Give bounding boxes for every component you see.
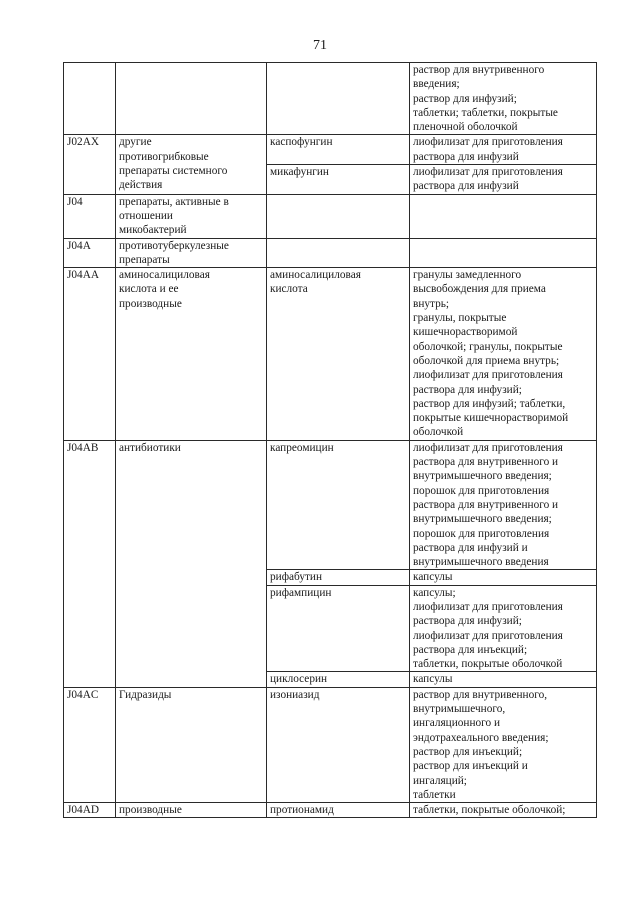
group-line: Гидразиды bbox=[119, 688, 172, 701]
dosage-form-line: раствора для инфузий; bbox=[413, 615, 522, 628]
dosage-form-line: покрытые кишечнорастворимой bbox=[413, 412, 569, 425]
group-cell bbox=[116, 803, 267, 818]
group-line: противогрибковые bbox=[119, 150, 209, 163]
dosage-form-line: раствор для внутривенного bbox=[413, 64, 545, 76]
dosage-form-line: раствор для инъекций; bbox=[413, 745, 523, 758]
dosage-forms-cell bbox=[410, 194, 597, 238]
drug-name-cell bbox=[267, 803, 410, 818]
group-cell bbox=[116, 440, 267, 687]
dosage-form-line: введения; bbox=[413, 78, 460, 91]
drug-name-cell bbox=[267, 194, 410, 238]
drug-name-cell bbox=[267, 165, 410, 195]
dosage-form-line: раствора для инфузий bbox=[413, 180, 519, 193]
group-cell bbox=[116, 687, 267, 802]
dosage-form-line: раствор для инфузий; таблетки, bbox=[413, 397, 566, 410]
dosage-forms-cell bbox=[410, 440, 597, 570]
drug-name-line: кислота bbox=[270, 283, 308, 296]
dosage-form-line: кишечнорастворимой bbox=[413, 326, 518, 339]
dosage-forms-cell bbox=[410, 672, 597, 687]
dosage-form-line: раствора для внутривенного и bbox=[413, 498, 559, 511]
dosage-form-line: порошок для приготовления bbox=[413, 527, 550, 540]
group-line: противотуберкулезные bbox=[119, 239, 229, 252]
dosage-form-line: капсулы bbox=[413, 673, 453, 686]
group-cell bbox=[116, 194, 267, 238]
table-row bbox=[64, 238, 597, 268]
dosage-forms-cell bbox=[410, 585, 597, 672]
drug-name-line: аминосалициловая bbox=[270, 269, 361, 282]
table-row bbox=[64, 268, 597, 441]
dosage-form-line: лиофилизат для приготовления bbox=[413, 136, 563, 149]
drug-name-cell bbox=[267, 440, 410, 570]
dosage-form-line: оболочкой; гранулы, покрытые bbox=[413, 340, 563, 353]
dosage-form-line: таблетки; таблетки, покрытые bbox=[413, 106, 558, 119]
dosage-forms-cell bbox=[410, 165, 597, 195]
atc-code-cell: J04 bbox=[64, 194, 116, 238]
drug-name-line: изониазид bbox=[270, 688, 320, 701]
dosage-form-line: раствор для внутривенного, bbox=[413, 688, 548, 701]
group-line: препараты системного bbox=[119, 165, 228, 178]
dosage-forms-cell bbox=[410, 570, 597, 585]
dosage-form-line: раствора для внутривенного и bbox=[413, 456, 559, 469]
group-cell bbox=[116, 238, 267, 268]
dosage-form-line: таблетки bbox=[413, 788, 456, 801]
dosage-form-line: лиофилизат для приготовления bbox=[413, 629, 563, 642]
dosage-form-line: внутримышечного введения; bbox=[413, 470, 552, 483]
drug-name-line: рифабутин bbox=[270, 571, 323, 584]
dosage-form-line: оболочкой для приема внутрь; bbox=[413, 354, 560, 367]
table-row bbox=[64, 440, 597, 570]
drug-name-cell bbox=[267, 268, 410, 441]
dosage-form-line: лиофилизат для приготовления bbox=[413, 600, 563, 613]
group-line: антибиотики bbox=[119, 441, 181, 454]
dosage-form-line: эндотрахеального введения; bbox=[413, 731, 549, 744]
drug-name-line: рифампицин bbox=[270, 586, 332, 599]
drug-name-cell bbox=[267, 672, 410, 687]
dosage-forms-cell bbox=[410, 238, 597, 268]
dosage-form-line: раствор для инъекций и bbox=[413, 760, 528, 773]
dosage-form-line: внутримышечного, bbox=[413, 703, 506, 716]
dosage-form-line: капсулы bbox=[413, 571, 453, 584]
dosage-form-line: гранулы, покрытые bbox=[413, 312, 507, 325]
dosage-forms-cell bbox=[410, 63, 597, 135]
group-line: кислота и ее bbox=[119, 283, 179, 296]
dosage-form-line: ингаляционного и bbox=[413, 717, 501, 730]
table-row bbox=[64, 194, 597, 238]
dosage-form-line: раствора для инфузий bbox=[413, 150, 519, 163]
group-line: микобактерий bbox=[119, 224, 187, 237]
atc-code-cell: J04A bbox=[64, 238, 116, 268]
dosage-form-line: лиофилизат для приготовления bbox=[413, 441, 563, 454]
drug-table bbox=[63, 62, 597, 818]
page-number: 71 bbox=[313, 38, 327, 53]
group-cell bbox=[116, 135, 267, 194]
dosage-form-line: таблетки, покрытые оболочкой; bbox=[413, 804, 566, 817]
dosage-form-line: порошок для приготовления bbox=[413, 484, 550, 497]
drug-name-cell bbox=[267, 570, 410, 585]
group-line: другие bbox=[119, 136, 152, 149]
dosage-form-line: раствор для инфузий; bbox=[413, 92, 517, 105]
group-line: препараты bbox=[119, 253, 170, 266]
atc-code-cell: J02AX bbox=[64, 135, 116, 194]
dosage-forms-cell bbox=[410, 803, 597, 818]
dosage-form-line: лиофилизат для приготовления bbox=[413, 166, 563, 179]
dosage-form-line: ингаляций; bbox=[413, 774, 467, 787]
dosage-form-line: высвобождения для приема bbox=[413, 283, 546, 296]
group-line: действия bbox=[119, 179, 163, 192]
atc-code-cell: J04AC bbox=[64, 687, 116, 802]
group-cell bbox=[116, 63, 267, 135]
drug-name-line: циклосерин bbox=[270, 673, 328, 686]
dosage-form-line: раствора для инфузий; bbox=[413, 383, 522, 396]
drug-name-cell bbox=[267, 687, 410, 802]
drug-name-line: капреомицин bbox=[270, 441, 334, 454]
group-line: производные bbox=[119, 804, 182, 817]
atc-code-cell: J04AD bbox=[64, 803, 116, 818]
group-cell bbox=[116, 268, 267, 441]
atc-code-cell: J04AA bbox=[64, 268, 116, 441]
drug-name-cell bbox=[267, 585, 410, 672]
table-row bbox=[64, 135, 597, 165]
group-line: препараты, активные в bbox=[119, 195, 229, 208]
drug-name-line: микафунгин bbox=[270, 166, 329, 179]
dosage-form-line: гранулы замедленного bbox=[413, 269, 522, 282]
dosage-form-line: таблетки, покрытые оболочкой bbox=[413, 658, 563, 671]
drug-name-line: каспофунгин bbox=[270, 136, 333, 149]
dosage-form-line: раствора для инъекций; bbox=[413, 643, 528, 656]
atc-code-cell bbox=[64, 63, 116, 135]
drug-name-line: протионамид bbox=[270, 804, 334, 817]
table-row bbox=[64, 687, 597, 802]
dosage-form-line: внутримышечного введения bbox=[413, 556, 549, 569]
drug-name-cell bbox=[267, 135, 410, 165]
dosage-forms-cell bbox=[410, 268, 597, 441]
table-row bbox=[64, 63, 597, 135]
dosage-form-line: внутрь; bbox=[413, 297, 450, 310]
dosage-form-line: раствора для инфузий и bbox=[413, 541, 528, 554]
dosage-forms-cell bbox=[410, 687, 597, 802]
dosage-form-line: пленочной оболочкой bbox=[413, 121, 518, 134]
table-row bbox=[64, 803, 597, 818]
dosage-form-line: оболочкой bbox=[413, 426, 464, 439]
dosage-form-line: капсулы; bbox=[413, 586, 456, 599]
group-line: производные bbox=[119, 297, 182, 310]
drug-name-cell bbox=[267, 238, 410, 268]
dosage-form-line: лиофилизат для приготовления bbox=[413, 369, 563, 382]
group-line: отношении bbox=[119, 209, 173, 222]
atc-code-cell: J04AB bbox=[64, 440, 116, 687]
dosage-forms-cell bbox=[410, 135, 597, 165]
dosage-form-line: внутримышечного введения; bbox=[413, 513, 552, 526]
drug-name-cell bbox=[267, 63, 410, 135]
group-line: аминосалициловая bbox=[119, 269, 210, 282]
